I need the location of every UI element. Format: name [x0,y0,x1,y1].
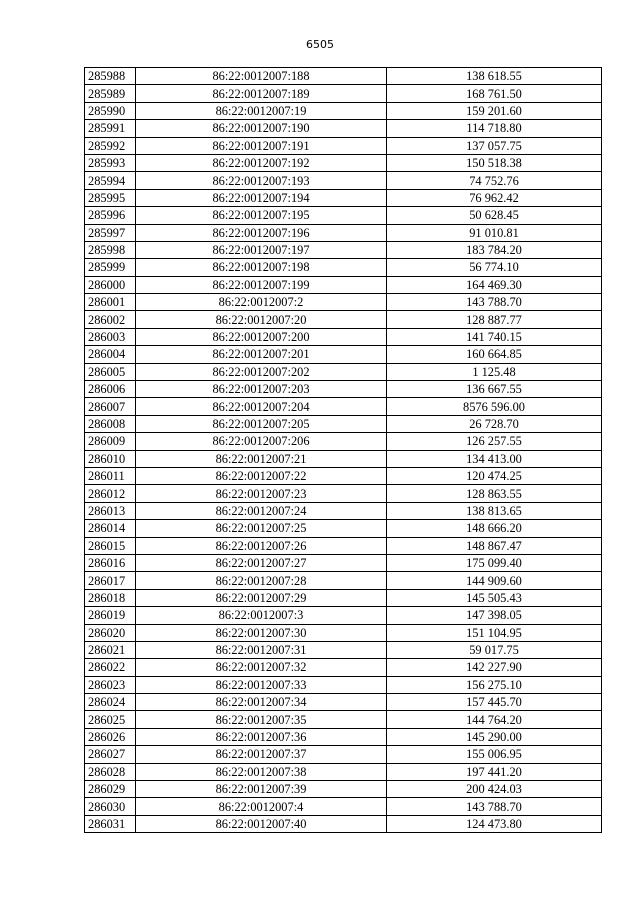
cadastral-value-cell: 144 909.60 [387,572,602,589]
row-id-cell: 285999 [85,259,136,276]
cadastral-value-cell: 157 445.70 [387,694,602,711]
cadastral-number-cell: 86:22:0012007:206 [136,433,387,450]
row-id-cell: 285997 [85,224,136,241]
table-row [85,276,602,293]
table-row [85,467,602,484]
cadastral-number-cell: 86:22:0012007:27 [136,554,387,571]
cadastral-number-cell: 86:22:0012007:30 [136,624,387,641]
cadastral-number-cell: 86:22:0012007:189 [136,85,387,102]
cadastral-number-cell: 86:22:0012007:23 [136,485,387,502]
table-row [85,641,602,658]
cadastral-value-cell: 8576 596.00 [387,398,602,415]
table-row [85,120,602,137]
row-id-cell: 286028 [85,763,136,780]
table-row [85,589,602,606]
row-id-cell: 286011 [85,467,136,484]
page-number: 6505 [306,38,334,51]
table-row [85,502,602,519]
cadastral-value-cell: 164 469.30 [387,276,602,293]
cadastral-number-cell: 86:22:0012007:26 [136,537,387,554]
cadastral-value-cell: 159 201.60 [387,102,602,119]
table-row [85,154,602,171]
cadastral-value-cell: 197 441.20 [387,763,602,780]
cadastral-value-cell: 56 774.10 [387,259,602,276]
table-row [85,815,602,832]
row-id-cell: 286024 [85,694,136,711]
row-id-cell: 286025 [85,711,136,728]
table-row [85,728,602,745]
row-id-cell: 285989 [85,85,136,102]
cadastral-number-cell: 86:22:0012007:204 [136,398,387,415]
cadastral-value-cell: 128 863.55 [387,485,602,502]
cadastral-number-cell: 86:22:0012007:21 [136,450,387,467]
cadastral-value-cell: 145 290.00 [387,728,602,745]
row-id-cell: 285993 [85,154,136,171]
row-id-cell: 285992 [85,137,136,154]
cadastral-value-cell: 183 784.20 [387,241,602,258]
row-id-cell: 286005 [85,363,136,380]
cadastral-number-cell: 86:22:0012007:36 [136,728,387,745]
cadastral-number-cell: 86:22:0012007:19 [136,102,387,119]
row-id-cell: 286014 [85,520,136,537]
cadastral-number-cell: 86:22:0012007:22 [136,467,387,484]
row-id-cell: 286020 [85,624,136,641]
table-row [85,450,602,467]
cadastral-number-cell: 86:22:0012007:203 [136,381,387,398]
table-row [85,554,602,571]
row-id-cell: 286031 [85,815,136,832]
cadastral-value-cell: 114 718.80 [387,120,602,137]
cadastral-value-cell: 200 424.03 [387,781,602,798]
row-id-cell: 286030 [85,798,136,815]
table-row [85,241,602,258]
table-row [85,415,602,432]
cadastral-value-cell: 136 667.55 [387,381,602,398]
table-row [85,224,602,241]
row-id-cell: 286029 [85,781,136,798]
cadastral-number-cell: 86:22:0012007:188 [136,68,387,85]
cadastral-number-cell: 86:22:0012007:34 [136,694,387,711]
cadastral-number-cell: 86:22:0012007:192 [136,154,387,171]
row-id-cell: 286007 [85,398,136,415]
cadastral-number-cell: 86:22:0012007:205 [136,415,387,432]
cadastral-value-cell: 124 473.80 [387,815,602,832]
row-id-cell: 286004 [85,346,136,363]
cadastral-value-cell: 168 761.50 [387,85,602,102]
row-id-cell: 286000 [85,276,136,293]
cadastral-value-cell: 175 099.40 [387,554,602,571]
row-id-cell: 285991 [85,120,136,137]
cadastral-number-cell: 86:22:0012007:200 [136,328,387,345]
row-id-cell: 286018 [85,589,136,606]
row-id-cell: 285990 [85,102,136,119]
table-row [85,189,602,206]
table-row [85,537,602,554]
cadastral-number-cell: 86:22:0012007:39 [136,781,387,798]
table-row [85,520,602,537]
cadastral-number-cell: 86:22:0012007:28 [136,572,387,589]
cadastral-value-cell: 144 764.20 [387,711,602,728]
row-id-cell: 286026 [85,728,136,745]
table-row [85,85,602,102]
cadastral-value-cell: 120 474.25 [387,467,602,484]
cadastral-number-cell: 86:22:0012007:190 [136,120,387,137]
table-row [85,763,602,780]
cadastral-value-cell: 59 017.75 [387,641,602,658]
cadastral-number-cell: 86:22:0012007:24 [136,502,387,519]
table-row [85,328,602,345]
cadastral-number-cell: 86:22:0012007:29 [136,589,387,606]
row-id-cell: 286006 [85,381,136,398]
row-id-cell: 286012 [85,485,136,502]
cadastral-value-cell: 160 664.85 [387,346,602,363]
cadastral-number-cell: 86:22:0012007:202 [136,363,387,380]
table-row [85,102,602,119]
row-id-cell: 286010 [85,450,136,467]
cadastral-value-cell: 147 398.05 [387,607,602,624]
table-row [85,781,602,798]
row-id-cell: 286002 [85,311,136,328]
table-row [85,259,602,276]
cadastral-value-cell: 156 275.10 [387,676,602,693]
cadastral-number-cell: 86:22:0012007:199 [136,276,387,293]
row-id-cell: 285996 [85,207,136,224]
cadastral-value-cell: 150 518.38 [387,154,602,171]
row-id-cell: 286015 [85,537,136,554]
table-row [85,363,602,380]
table-row [85,694,602,711]
table-row [85,572,602,589]
cadastral-value-cell: 138 813.65 [387,502,602,519]
cadastral-number-cell: 86:22:0012007:197 [136,241,387,258]
row-id-cell: 286023 [85,676,136,693]
cadastral-number-cell: 86:22:0012007:191 [136,137,387,154]
cadastral-value-cell: 50 628.45 [387,207,602,224]
cadastral-value-cell: 142 227.90 [387,659,602,676]
row-id-cell: 286001 [85,294,136,311]
cadastral-number-cell: 86:22:0012007:38 [136,763,387,780]
cadastral-value-cell: 26 728.70 [387,415,602,432]
row-id-cell: 286021 [85,641,136,658]
cadastral-value-table [84,67,602,833]
table-row [85,624,602,641]
cadastral-value-cell: 155 006.95 [387,746,602,763]
cadastral-number-cell: 86:22:0012007:2 [136,294,387,311]
cadastral-number-cell: 86:22:0012007:32 [136,659,387,676]
table-row [85,68,602,85]
cadastral-value-cell: 138 618.55 [387,68,602,85]
table-row [85,207,602,224]
row-id-cell: 285994 [85,172,136,189]
cadastral-value-cell: 143 788.70 [387,294,602,311]
table-row [85,607,602,624]
table-row [85,659,602,676]
cadastral-number-cell: 86:22:0012007:3 [136,607,387,624]
row-id-cell: 286003 [85,328,136,345]
cadastral-number-cell: 86:22:0012007:37 [136,746,387,763]
table-row [85,381,602,398]
cadastral-value-cell: 74 752.76 [387,172,602,189]
cadastral-number-cell: 86:22:0012007:194 [136,189,387,206]
cadastral-value-cell: 137 057.75 [387,137,602,154]
row-id-cell: 286008 [85,415,136,432]
table-row [85,294,602,311]
table-row [85,433,602,450]
cadastral-number-cell: 86:22:0012007:40 [136,815,387,832]
table-row [85,172,602,189]
table-row [85,676,602,693]
cadastral-number-cell: 86:22:0012007:193 [136,172,387,189]
row-id-cell: 286019 [85,607,136,624]
row-id-cell: 286016 [85,554,136,571]
row-id-cell: 286009 [85,433,136,450]
cadastral-value-cell: 148 666.20 [387,520,602,537]
cadastral-number-cell: 86:22:0012007:31 [136,641,387,658]
cadastral-number-cell: 86:22:0012007:20 [136,311,387,328]
cadastral-value-cell: 126 257.55 [387,433,602,450]
table-row [85,798,602,815]
cadastral-value-cell: 1 125.48 [387,363,602,380]
cadastral-number-cell: 86:22:0012007:4 [136,798,387,815]
cadastral-number-cell: 86:22:0012007:33 [136,676,387,693]
row-id-cell: 285998 [85,241,136,258]
cadastral-value-cell: 134 413.00 [387,450,602,467]
cadastral-value-cell: 141 740.15 [387,328,602,345]
row-id-cell: 286022 [85,659,136,676]
table-row [85,746,602,763]
row-id-cell: 285995 [85,189,136,206]
row-id-cell: 286013 [85,502,136,519]
table-row [85,311,602,328]
table-row [85,485,602,502]
cadastral-value-cell: 151 104.95 [387,624,602,641]
cadastral-value-cell: 148 867.47 [387,537,602,554]
cadastral-number-cell: 86:22:0012007:196 [136,224,387,241]
row-id-cell: 286017 [85,572,136,589]
table-row [85,711,602,728]
row-id-cell: 285988 [85,68,136,85]
row-id-cell: 286027 [85,746,136,763]
cadastral-value-cell: 76 962.42 [387,189,602,206]
table-row [85,398,602,415]
table-row [85,137,602,154]
cadastral-value-cell: 91 010.81 [387,224,602,241]
cadastral-value-cell: 143 788.70 [387,798,602,815]
cadastral-number-cell: 86:22:0012007:35 [136,711,387,728]
cadastral-value-cell: 145 505.43 [387,589,602,606]
cadastral-number-cell: 86:22:0012007:25 [136,520,387,537]
cadastral-number-cell: 86:22:0012007:201 [136,346,387,363]
cadastral-number-cell: 86:22:0012007:198 [136,259,387,276]
cadastral-value-cell: 128 887.77 [387,311,602,328]
table-row [85,346,602,363]
table-body [85,68,602,833]
cadastral-number-cell: 86:22:0012007:195 [136,207,387,224]
